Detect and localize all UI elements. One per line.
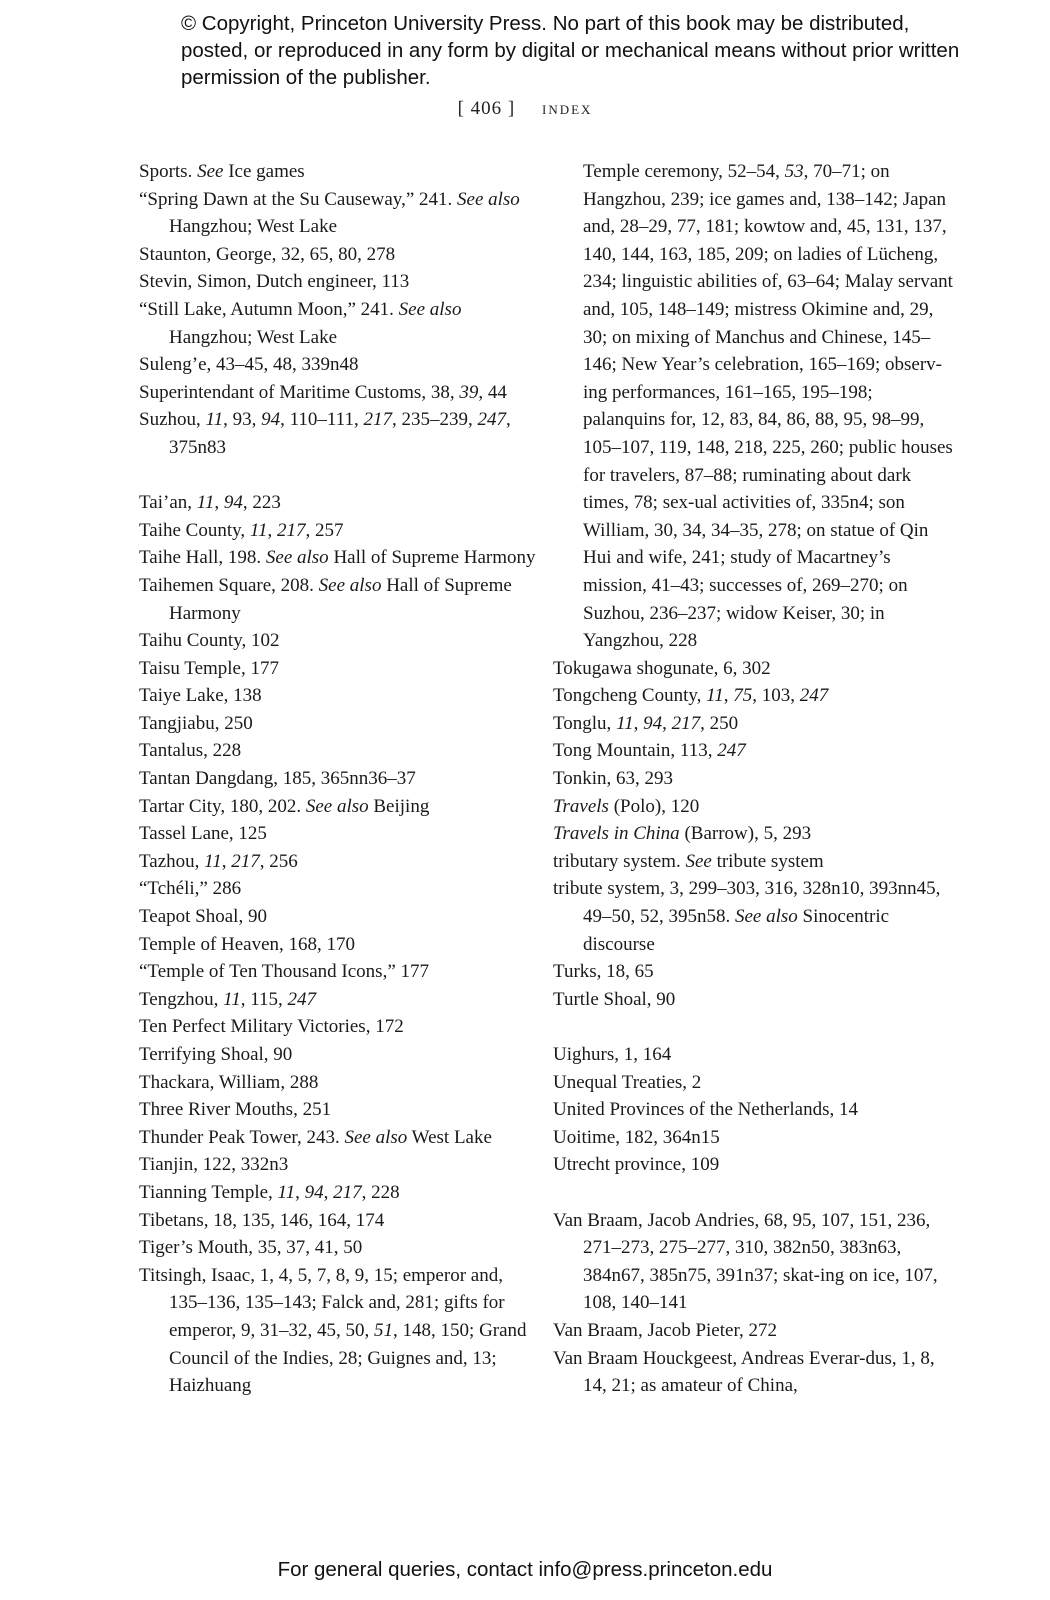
index-entry (553, 1207, 953, 1317)
entry-text: Tianjin, 122, 332n3 (139, 1154, 289, 1176)
entry-text: , (723, 685, 734, 707)
italic-text: 217 (363, 409, 392, 431)
entry-text: Tibetans, 18, 135, 146, 164, 174 (139, 1209, 385, 1231)
index-entry (553, 655, 953, 683)
entry-text: Superintendant of Maritime Customs, 38, (139, 381, 460, 403)
letter-gap (139, 462, 539, 490)
italic-text: 11 (204, 850, 222, 872)
index-entry (139, 572, 539, 627)
index-entry (139, 296, 539, 351)
entry-text: Hall of Supreme Harmony (169, 574, 512, 624)
index-entry (139, 1069, 539, 1097)
index-entry (553, 848, 953, 876)
index-entry (139, 931, 539, 959)
index-entry (553, 1096, 953, 1124)
entry-text: (Barrow), 5, 293 (679, 823, 812, 845)
index-entry (139, 986, 539, 1014)
italic-text: 53 (784, 161, 804, 182)
entry-text: , 70–71; on Hangzhou, 239; ice games and, 138–142; Japan and, 28–29, 77, 181; kowtow and, 45, 131, 137, 140, 144, 163, 185, 209; on ladies of Lücheng, 234; linguistic abilities of, 63–64; Malay servant and, 105, 148–149; mistress Okimine and, 29, 30; on mixing of Manchus and Chinese, 145–146; New Year’s celebration, 165–169; observ-ing performances, 161–165, 195–198; palanquins for, 12, 83, 84, 86, 88, 95, 98–99, 105–107, 119, 148, 218, 225, 260; public houses for travelers, 87–88; ruminating about dark times, 78; sex-ual activities of, 335n4; son William, 30, 34, 34–35, 278; on statue of Qin Hui and wife, 241; study of Macartney’s mission, 41–43; successes of, 269–270; on Suzhou, 236–237; widow Keiser, 30; in Yangzhou, 228 (583, 161, 953, 652)
entry-text: , 110–111, (280, 409, 364, 431)
index-entry (139, 737, 539, 765)
index-entry (139, 544, 539, 572)
index-entry (139, 820, 539, 848)
index-entry (553, 1317, 953, 1345)
entry-text: Titsingh, Isaac, 1, 4, 5, 7, 8, 9, 15; emperor and, 135–136, 135–143; Falck and, 281; gifts for emperor, 9, 31–32, 45, 50, (139, 1264, 505, 1341)
italic-text: 11 (277, 1181, 296, 1203)
index-entry (139, 682, 539, 710)
entry-text: Uighurs, 1, 164 (553, 1044, 672, 1065)
index-entry (139, 351, 539, 379)
index-entry (553, 1151, 953, 1179)
italic-text: See also (305, 795, 369, 817)
italic-text: 11 (706, 685, 724, 707)
entry-text: , 235–239, (391, 409, 478, 431)
entry-text: Hangzhou; West Lake (169, 326, 338, 348)
index-entry (553, 986, 953, 1014)
italic-text: Travels in China (553, 823, 680, 845)
italic-text: See also (318, 574, 382, 596)
index-entry (553, 820, 953, 848)
italic-text: 247 (477, 409, 506, 431)
entry-text: Tartar City, 180, 202. (139, 795, 306, 817)
copyright-notice: © Copyright, Princeton University Press. No part of this book may be distributed, posted, or reproduced in any form by digital or mechanical means without prior written permission of the publisher. (181, 12, 960, 89)
entry-text: Tazhou, (139, 850, 205, 872)
italic-text: 11 (616, 712, 634, 734)
index-entry (139, 241, 539, 269)
index-entry (139, 1234, 539, 1262)
entry-text: , 375n83 (169, 409, 511, 458)
entry-text: , (323, 1181, 334, 1203)
index-entry (553, 1124, 953, 1152)
entry-text: Suleng’e, 43–45, 48, 339n48 (139, 354, 359, 376)
index-entry (553, 158, 953, 655)
entry-text: Suzhou, (139, 409, 206, 431)
entry-text: Tai’an, (139, 492, 197, 514)
entry-text: Utrecht province, 109 (553, 1154, 720, 1176)
italic-text: 217 (333, 1181, 362, 1203)
index-entry (139, 655, 539, 683)
italic-text: See (685, 850, 712, 872)
index-entry (139, 1207, 539, 1235)
entry-text: Turtle Shoal, 90 (553, 988, 676, 1010)
italic-text: 75 (733, 685, 753, 707)
entry-text: Tantalus, 228 (139, 740, 242, 762)
index-entry (553, 1041, 953, 1069)
index-entry (139, 1262, 539, 1400)
italic-text: 94 (643, 712, 663, 734)
entry-text: , 115, (240, 988, 288, 1010)
entry-text: , 103, (752, 685, 800, 707)
index-entry (139, 268, 539, 296)
entry-text: , (662, 712, 672, 734)
italic-text: 217 (231, 850, 260, 872)
entry-text: Unequal Treaties, 2 (553, 1071, 702, 1093)
entry-text: , (221, 850, 232, 872)
entry-text: Temple of Heaven, 168, 170 (139, 933, 356, 955)
entry-text: Temple ceremony, 52–54, (583, 161, 785, 182)
index-entry (139, 765, 539, 793)
index-entry (139, 793, 539, 821)
entry-text: Tiger’s Mouth, 35, 37, 41, 50 (139, 1237, 363, 1259)
index-entry (553, 793, 953, 821)
index-entry (553, 737, 953, 765)
index-entry (139, 406, 539, 461)
italic-text: 94 (223, 492, 243, 514)
italic-text: 11 (205, 409, 224, 431)
entry-text: Staunton, George, 32, 65, 80, 278 (139, 243, 396, 265)
italic-text: 11 (249, 519, 268, 541)
index-entry (139, 186, 539, 241)
index-entry (139, 1013, 539, 1041)
entry-text: Taihu County, 102 (139, 630, 280, 652)
index-entry (553, 1345, 953, 1400)
index-entry (139, 1179, 539, 1207)
entry-text: Tangjiabu, 250 (139, 712, 253, 734)
running-head (0, 98, 1050, 120)
letter-gap (553, 1013, 953, 1041)
italic-text: 11 (223, 988, 241, 1010)
section-title: index (541, 98, 593, 119)
italic-text: See also (735, 906, 798, 928)
entry-text: Sinocentric discourse (583, 906, 890, 955)
footer-contact: For general queries, contact info@press.princeton.edu (277, 1558, 773, 1581)
entry-text: Taihe County, (139, 519, 250, 541)
entry-text: , (633, 712, 644, 734)
italic-text: 217 (671, 712, 701, 734)
index-column-left (139, 158, 539, 1400)
italic-text: Travels (553, 795, 609, 817)
italic-text: See also (265, 547, 329, 569)
entry-text: (Polo), 120 (608, 795, 700, 817)
index-entry (139, 489, 539, 517)
index-entry (553, 1069, 953, 1097)
entry-text: Tokugawa shogunate, 6, 302 (553, 657, 771, 679)
index-entry (139, 517, 539, 545)
index-entry (139, 1124, 539, 1152)
index-entry (139, 903, 539, 931)
entry-text: “Spring Dawn at the Su Causeway,” 241. (139, 188, 458, 210)
entry-text: Tongcheng County, (553, 685, 707, 707)
entry-text: , 223 (242, 492, 281, 514)
entry-text: “Temple of Ten Thousand Icons,” 177 (139, 961, 430, 983)
entry-text: , 256 (259, 850, 298, 872)
entry-text: tribute system (711, 850, 824, 872)
entry-text: Terrifying Shoal, 90 (139, 1044, 293, 1065)
italic-text: 247 (287, 988, 317, 1010)
index-entry (139, 627, 539, 655)
entry-text: Van Braam, Jacob Pieter, 272 (553, 1319, 778, 1341)
italic-text: 51 (374, 1319, 394, 1341)
entry-text: tribute system, 3, 299–303, 316, 328n10, 393nn45, 49–50, 52, 395n58. (553, 878, 941, 928)
entry-text: Taihemen Square, 208. (139, 574, 319, 596)
italic-text: 94 (261, 409, 281, 431)
entry-text: West Lake (407, 1126, 492, 1148)
entry-text: Taisu Temple, 177 (139, 657, 279, 679)
entry-text: “Tchéli,” 286 (139, 878, 242, 900)
entry-text: , (267, 519, 277, 541)
index-column-right (553, 158, 953, 1400)
entry-text: Taihe Hall, 198. (139, 547, 266, 569)
entry-text: , (214, 492, 224, 514)
entry-text: Tonkin, 63, 293 (553, 768, 674, 790)
entry-text: , 44 (478, 381, 507, 403)
index-entry (139, 158, 539, 186)
index-entry (553, 710, 953, 738)
entry-text: , 228 (361, 1181, 400, 1203)
entry-text: , 257 (305, 519, 344, 541)
entry-text: Beijing (368, 795, 430, 817)
entry-text: Three River Mouths, 251 (139, 1099, 332, 1121)
entry-text: Uoitime, 182, 364n15 (553, 1126, 720, 1148)
entry-text: Thackara, William, 288 (139, 1071, 319, 1093)
index-entry (139, 848, 539, 876)
index-entry (553, 875, 953, 958)
italic-text: 247 (717, 740, 746, 762)
entry-text: Sports. (139, 161, 198, 182)
entry-text: Tong Mountain, 113, (553, 740, 718, 762)
index-entry (139, 379, 539, 407)
italic-text: See (197, 161, 224, 182)
italic-text: 94 (304, 1181, 324, 1203)
entry-text: “Still Lake, Autumn Moon,” 241. (139, 298, 399, 320)
index-entry (553, 682, 953, 710)
entry-text: Tantan Dangdang, 185, 365nn36–37 (139, 768, 416, 790)
page-number: [ 406 ] (457, 98, 516, 119)
entry-text: Ten Perfect Military Victories, 172 (139, 1016, 404, 1038)
italic-text: 217 (277, 519, 306, 541)
entry-text: Tengzhou, (139, 988, 224, 1010)
entry-text: Tianning Temple, (139, 1181, 278, 1203)
entry-text: , 148, 150; Grand Council of the Indies, 28; Guignes and, 13; Haizhuang (169, 1319, 527, 1397)
entry-text: Tassel Lane, 125 (139, 823, 267, 845)
entry-text: Hangzhou; West Lake (169, 216, 338, 238)
index-entry (139, 1041, 539, 1069)
italic-text: See also (457, 188, 520, 210)
italic-text: See also (344, 1126, 408, 1148)
entry-text: , 250 (700, 712, 739, 734)
entry-text: tributary system. (553, 850, 686, 872)
entry-text: , (295, 1181, 305, 1203)
italic-text: 39 (459, 381, 479, 403)
entry-text: Thunder Peak Tower, 243. (139, 1126, 345, 1148)
entry-text: Stevin, Simon, Dutch engineer, 113 (139, 271, 410, 293)
entry-text: Teapot Shoal, 90 (139, 906, 267, 928)
letter-gap (553, 1179, 953, 1207)
entry-text: Hall of Supreme Harmony (328, 547, 536, 569)
index-entry (139, 875, 539, 903)
italic-text: See also (398, 298, 462, 320)
index-entry (139, 710, 539, 738)
index-entry (139, 958, 539, 986)
entry-text: Van Braam Houckgeest, Andreas Everar-dus, 1, 8, 14, 21; as amateur of China, (553, 1347, 935, 1397)
entry-text: Tonglu, (553, 712, 617, 734)
entry-text: Van Braam, Jacob Andries, 68, 95, 107, 151, 236, 271–273, 275–277, 310, 382n50, 383n63, 384n67, 385n75, 391n37; skat-ing on ice, 107, 108, 140–141 (553, 1209, 938, 1314)
entry-text: United Provinces of the Netherlands, 14 (553, 1099, 858, 1121)
entry-text: Turks, 18, 65 (553, 961, 654, 983)
italic-text: 11 (196, 492, 215, 514)
index-entry (553, 958, 953, 986)
index-entry (139, 1151, 539, 1179)
entry-text: Ice games (223, 161, 305, 182)
index-entry (553, 765, 953, 793)
index-entry (139, 1096, 539, 1124)
entry-text: , 93, (223, 409, 262, 431)
italic-text: 247 (799, 685, 829, 707)
entry-text: Taiye Lake, 138 (139, 685, 262, 707)
